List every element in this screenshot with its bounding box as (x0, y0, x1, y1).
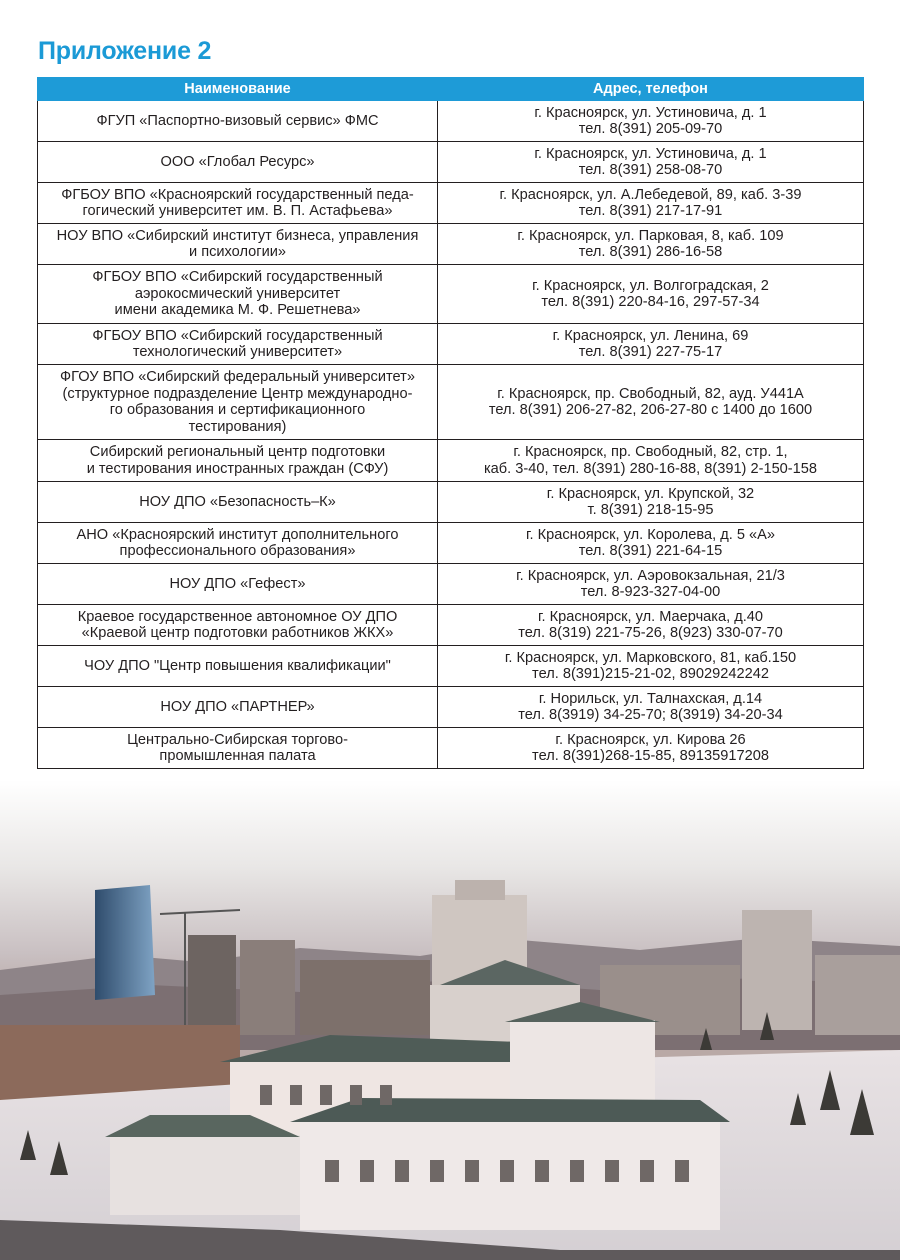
organization-name: Центрально-Сибирская торгово- промышленная палата (38, 728, 438, 769)
organization-name: НОУ ДПО «ПАРТНЕР» (38, 687, 438, 728)
organization-name: ЧОУ ДПО "Центр повышения квалификации" (38, 646, 438, 687)
organization-address: г. Красноярск, ул. Крупской, 32 т. 8(391) 218-15-95 (438, 482, 864, 523)
table-row (38, 523, 864, 564)
organization-address: г. Красноярск, пр. Свободный, 82, ауд. У441А тел. 8(391) 206-27-82, 206-27-80 с 1400 до 1600 (438, 365, 864, 440)
organization-name: Сибирский региональный центр подготовки и тестирования иностранных граждан (СФУ) (38, 440, 438, 482)
table-row (38, 365, 864, 440)
table-row (38, 265, 864, 324)
organization-name: ООО «Глобал Ресурс» (38, 142, 438, 183)
table-row (38, 142, 864, 183)
organization-address: г. Красноярск, ул. Парковая, 8, каб. 109 тел. 8(391) 286-16-58 (438, 224, 864, 265)
organization-address: г. Красноярск, ул. А.Лебедевой, 89, каб. 3-39 тел. 8(391) 217-17-91 (438, 183, 864, 224)
organization-name: НОУ ДПО «Безопасность–К» (38, 482, 438, 523)
city-panorama-photo (0, 780, 900, 1260)
organization-name: ФГБОУ ВПО «Красноярский государственный педа- гогический университет им. В. П. Астафьева» (38, 183, 438, 224)
organization-address: г. Красноярск, ул. Кирова 26 тел. 8(391)268-15-85, 89135917208 (438, 728, 864, 769)
organization-name: НОУ ВПО «Сибирский институт бизнеса, управления и психологии» (38, 224, 438, 265)
organization-address: г. Красноярск, ул. Маерчака, д.40 тел. 8(319) 221-75-26, 8(923) 330-07-70 (438, 605, 864, 646)
organization-address: г. Норильск, ул. Талнахская, д.14 тел. 8(3919) 34-25-70; 8(3919) 34-20-34 (438, 687, 864, 728)
organization-address: г. Красноярск, ул. Королева, д. 5 «А» тел. 8(391) 221-64-15 (438, 523, 864, 564)
table-header-row (38, 78, 864, 101)
organization-name: ФГОУ ВПО «Сибирский федеральный университет» (структурное подразделение Центр международно- го образования и сертификационного тестирования) (38, 365, 438, 440)
organization-name: ФГБОУ ВПО «Сибирский государственный технологический университет» (38, 324, 438, 365)
organization-name: ФГБОУ ВПО «Сибирский государственный аэрокосмический университет имени академика М. Ф. Решетнева» (38, 265, 438, 324)
table-row (38, 728, 864, 769)
organization-address: г. Красноярск, ул. Устиновича, д. 1 тел. 8(391) 258-08-70 (438, 142, 864, 183)
organization-name: ФГУП «Паспортно-визовый сервис» ФМС (38, 101, 438, 142)
organization-name: АНО «Красноярский институт дополнительного профессионального образования» (38, 523, 438, 564)
table-row (38, 101, 864, 142)
table-row (38, 646, 864, 687)
table-row (38, 564, 864, 605)
column-header-name: Наименование (38, 78, 438, 101)
organization-name: Краевое государственное автономное ОУ ДПО «Краевой центр подготовки работников ЖКХ» (38, 605, 438, 646)
table-row (38, 482, 864, 523)
organizations-table (37, 77, 864, 769)
table-row (38, 324, 864, 365)
organization-address: г. Красноярск, ул. Ленина, 69 тел. 8(391) 227-75-17 (438, 324, 864, 365)
column-header-address: Адрес, телефон (438, 78, 864, 101)
organization-name: НОУ ДПО «Гефест» (38, 564, 438, 605)
organization-address: г. Красноярск, пр. Свободный, 82, стр. 1, каб. 3-40, тел. 8(391) 280-16-88, 8(391) 2-150-158 (438, 440, 864, 482)
organization-address: г. Красноярск, ул. Устиновича, д. 1 тел. 8(391) 205-09-70 (438, 101, 864, 142)
organization-address: г. Красноярск, ул. Марковского, 81, каб.150 тел. 8(391)215-21-02, 89029242242 (438, 646, 864, 687)
organization-address: г. Красноярск, ул. Аэровокзальная, 21/3 тел. 8-923-327-04-00 (438, 564, 864, 605)
table-row (38, 605, 864, 646)
page-title: Приложение 2 (38, 37, 212, 65)
table-row (38, 440, 864, 482)
table-row (38, 183, 864, 224)
organization-address: г. Красноярск, ул. Волгоградская, 2 тел. 8(391) 220-84-16, 297-57-34 (438, 265, 864, 324)
table-row (38, 687, 864, 728)
table-row (38, 224, 864, 265)
